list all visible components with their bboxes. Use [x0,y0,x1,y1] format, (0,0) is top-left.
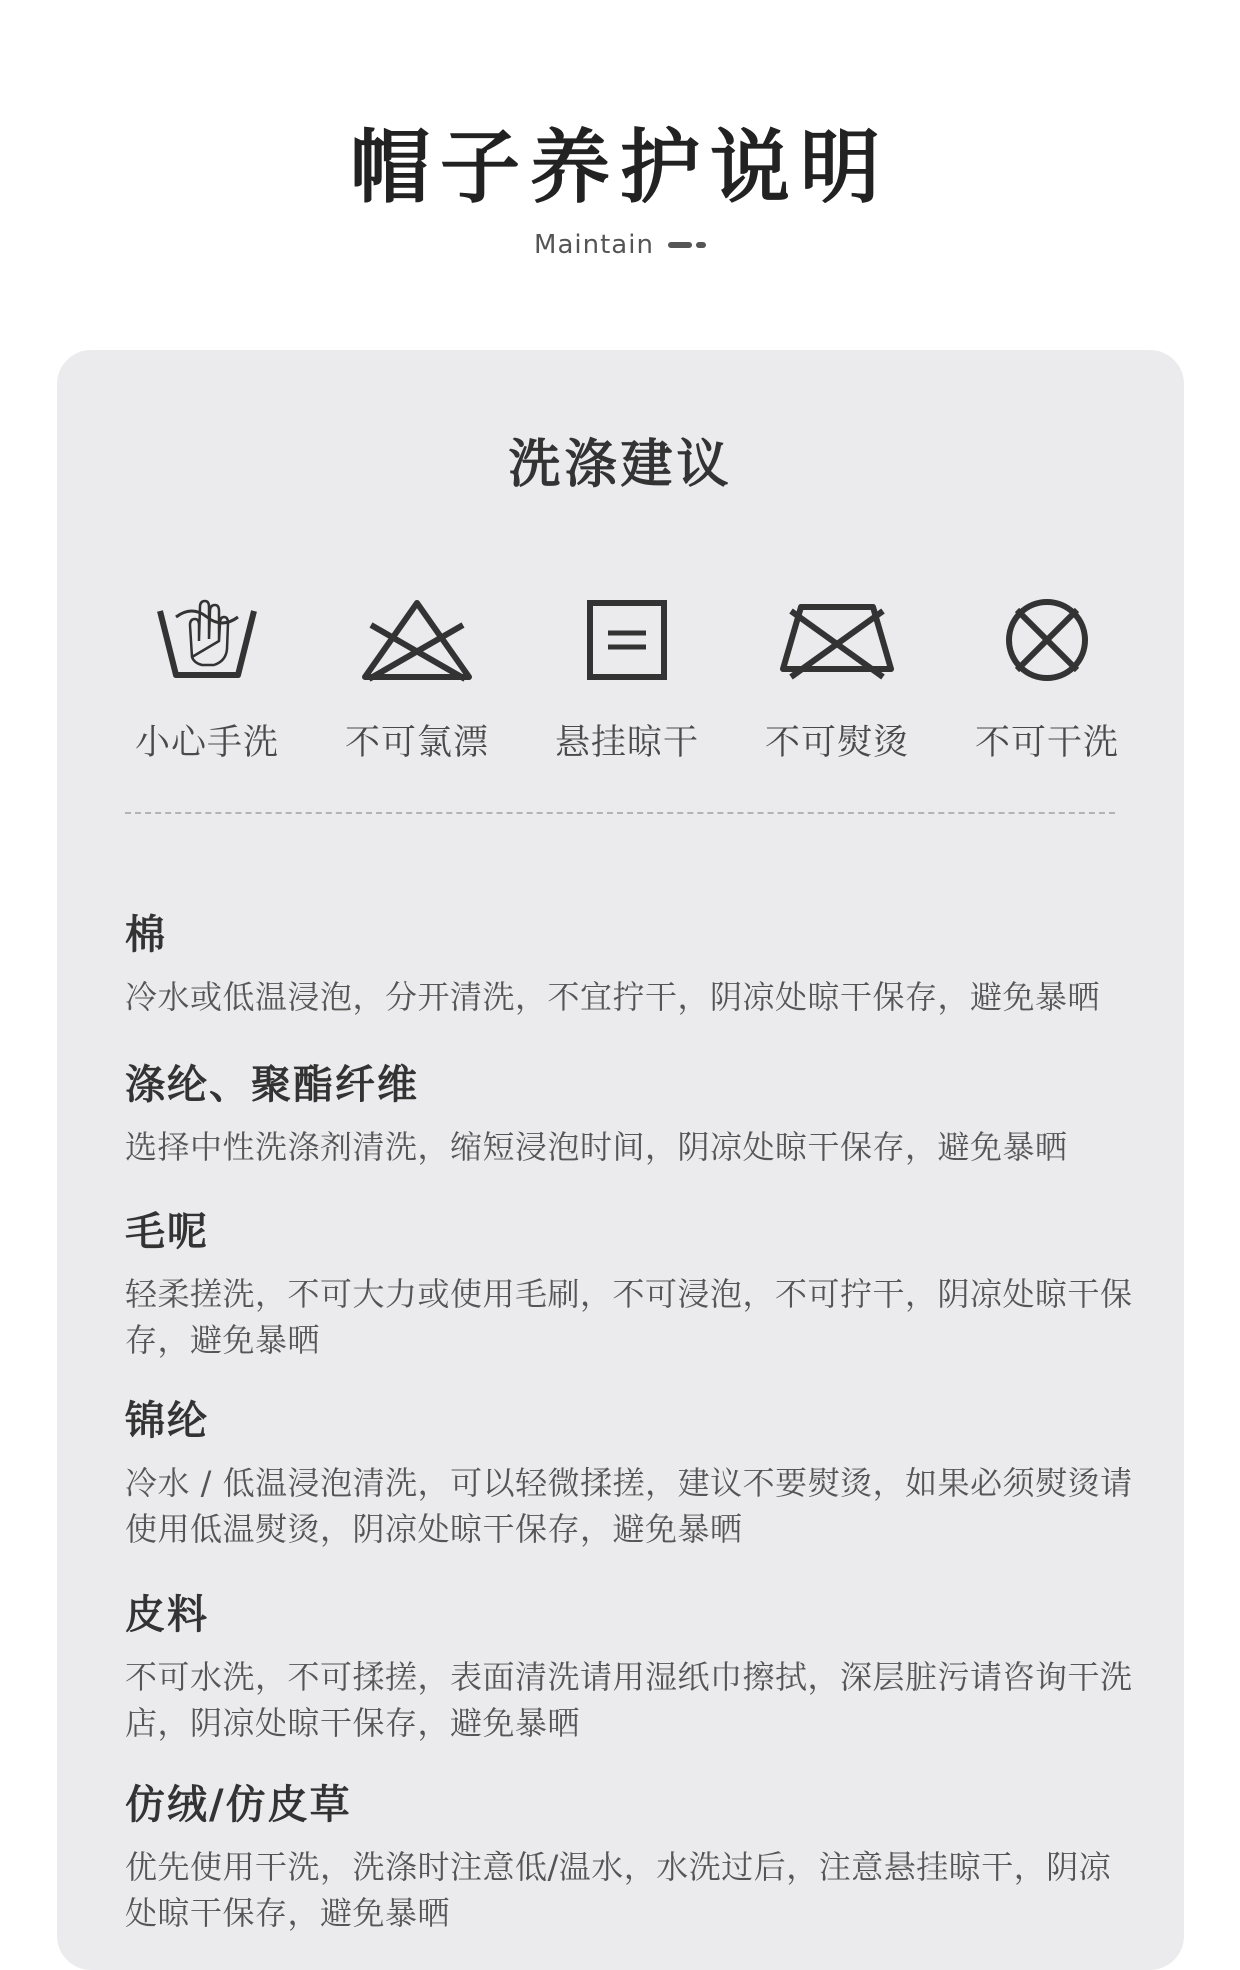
care-icons-row [112,595,1119,775]
icon-label: 不可氯漂 [344,723,489,763]
no-iron-icon [777,595,897,685]
care-icon-item [742,595,932,775]
subtitle-dot-decoration [696,242,706,248]
material-care-text: 冷水 / 低温浸泡清洗，可以轻微揉搓，建议不要熨烫，如果必须熨烫请使用低温熨烫，阴凉处晾干保存，避免暴晒 [125,1464,1133,1548]
material-care-item [125,1780,1135,1936]
material-care-text: 冷水或低温浸泡，分开清洗，不宜拧干，阴凉处晾干保存，避免暴晒 [125,978,1101,1016]
dashed-divider [125,812,1115,814]
subtitle-dash-decoration [668,242,692,248]
section-title: 洗涤建议 [508,435,733,495]
material-care-text: 轻柔搓洗，不可大力或使用毛刷，不可浸泡，不可拧干，阴凉处晾干保存，避免暴晒 [125,1275,1133,1359]
material-care-item [125,1590,1135,1746]
icon-label: 小心手洗 [134,723,279,763]
hang-dry-icon [582,595,672,685]
care-icon-item [952,595,1142,775]
material-heading: 毛呢 [125,1209,209,1255]
care-icon-item [532,595,722,775]
icon-label: 悬挂晾干 [554,723,699,763]
icon-label: 不可熨烫 [764,723,909,763]
material-care-item [125,910,1135,1020]
subtitle-text: Maintain [534,230,654,260]
material-heading: 锦纶 [125,1398,209,1444]
care-icon-item [112,595,302,775]
material-care-item [125,1207,1135,1363]
material-heading: 棉 [125,912,167,958]
material-care-text: 不可水洗，不可揉搓，表面清洗请用湿纸巾擦拭，深层脏污请咨询干洗店，阴凉处晾干保存，避免暴晒 [125,1658,1133,1742]
care-icon-item [322,595,512,775]
washing-card [57,350,1184,1970]
no-dry-clean-icon [997,595,1097,685]
subtitle [0,230,1240,260]
no-bleach-icon [357,595,477,685]
material-care-text: 优先使用干洗，洗涤时注意低/温水，水洗过后，注意悬挂晾干，阴凉处晾干保存，避免暴晒 [125,1848,1112,1932]
material-heading: 涤纶、聚酯纤维 [125,1062,419,1108]
hand-wash-icon [152,595,262,685]
material-care-text: 选择中性洗涤剂清洗，缩短浸泡时间，阴凉处晾干保存，避免暴晒 [125,1128,1068,1166]
material-heading: 仿绒/仿皮草 [125,1782,352,1828]
icon-label: 不可干洗 [974,723,1119,763]
material-care-item [125,1396,1135,1552]
material-care-item [125,1060,1135,1170]
page-title: 帽子养护说明 [350,121,890,214]
material-heading: 皮料 [125,1592,209,1638]
